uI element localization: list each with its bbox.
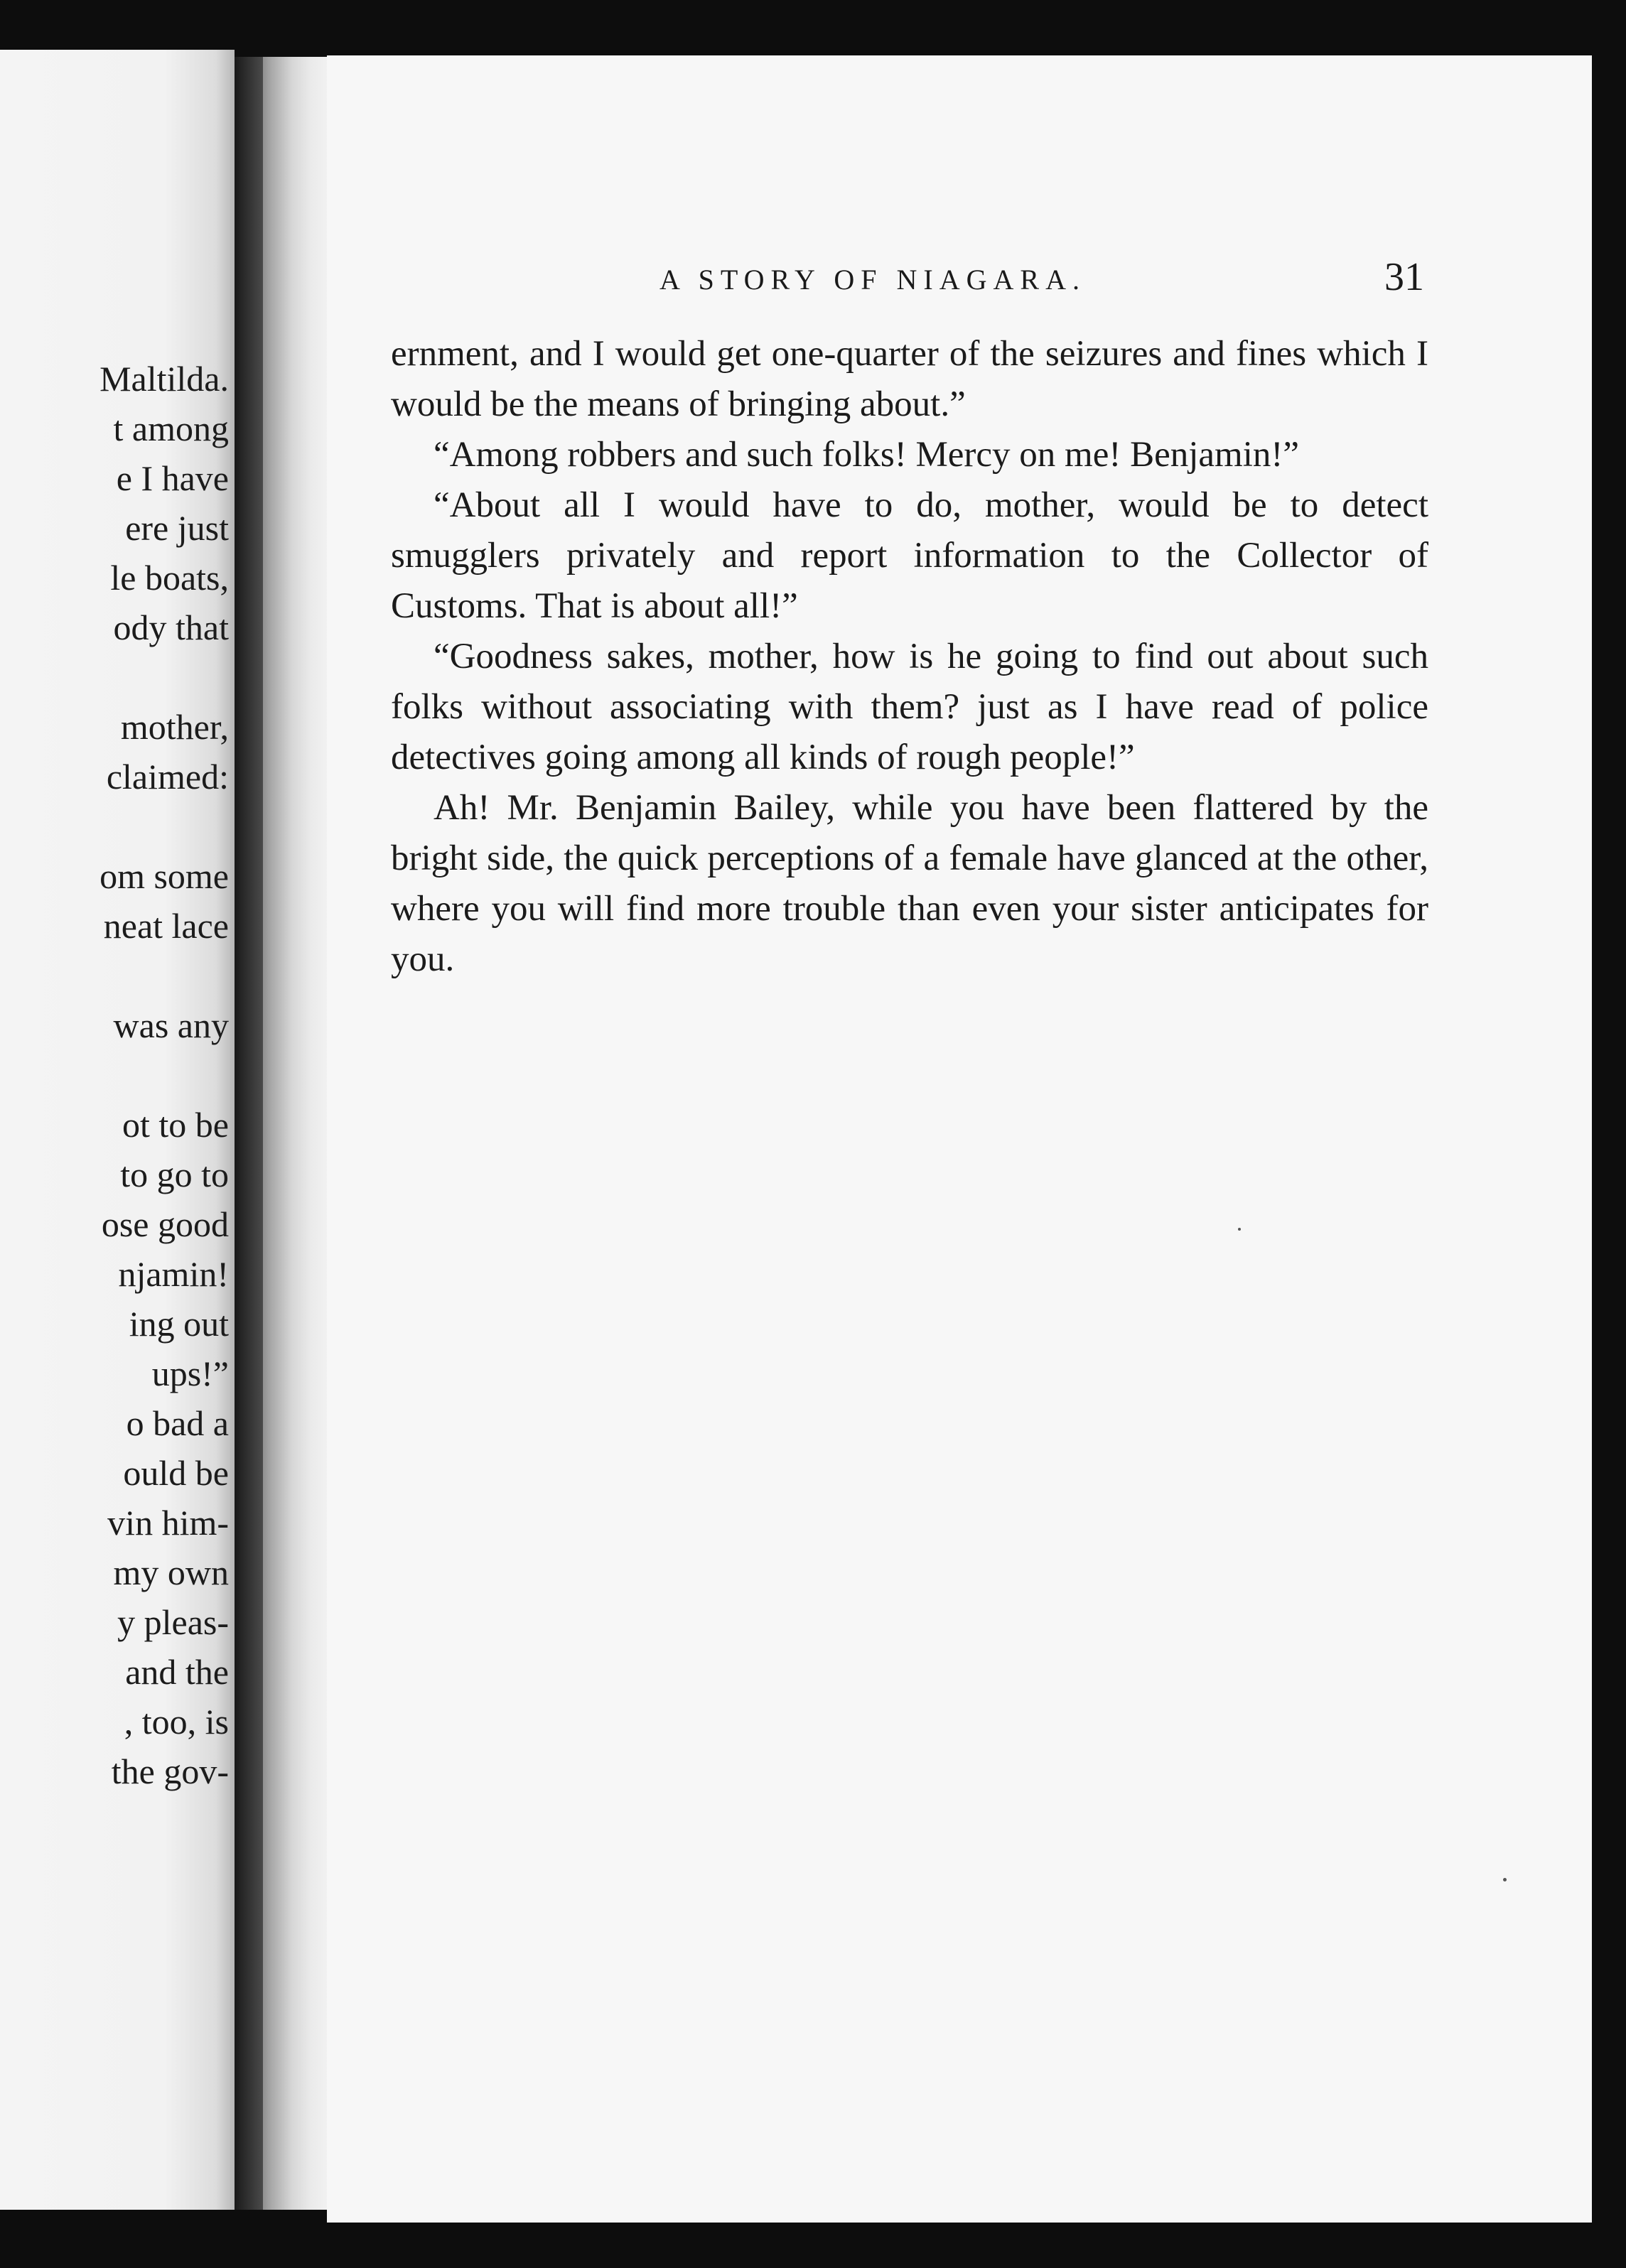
left-page-line: o bad a bbox=[126, 1403, 229, 1443]
paragraph: “Among robbers and such folks! Mercy on me! Benjamin!” bbox=[434, 435, 1299, 475]
scan-speck bbox=[1503, 1878, 1507, 1881]
left-page-line: ose good bbox=[101, 1204, 229, 1244]
left-page-line: njamin! bbox=[118, 1254, 229, 1294]
left-page-line: and the bbox=[125, 1652, 229, 1692]
left-page-line: to go to bbox=[120, 1155, 229, 1194]
left-page-line: ups!” bbox=[151, 1354, 229, 1393]
left-page-line: le boats, bbox=[110, 558, 229, 598]
left-page-line: the gov- bbox=[111, 1751, 229, 1791]
paragraph: “About all I would have to do, mother, would be to detect smugglers privately and report information to the Collector of Customs. That is about all!” bbox=[391, 485, 1428, 626]
left-page-line: my own bbox=[113, 1552, 229, 1592]
running-head-title: A STORY OF NIAGARA. bbox=[659, 264, 1086, 296]
left-page-line: y pleas- bbox=[117, 1602, 229, 1642]
paragraph: Ah! Mr. Benjamin Bailey, while you have been flattered by the bright side, the quick perceptions of a female have glanced at the other, where you will find more trouble than even your sister anticipates for you. bbox=[391, 788, 1428, 979]
left-page-line: ot to be bbox=[122, 1105, 229, 1145]
left-page-line: , too, is bbox=[124, 1702, 229, 1742]
left-page-line: was any bbox=[113, 1005, 229, 1045]
paragraph: ernment, and I would get one-quarter of the seizures and fines which I would be the means of bringing about.” bbox=[391, 334, 1428, 424]
left-page bbox=[0, 50, 235, 2210]
left-page-line: ould be bbox=[123, 1453, 229, 1493]
left-page-line: Maltilda. bbox=[99, 359, 229, 399]
left-page-line: neat lace bbox=[103, 906, 229, 946]
left-page-line: e I have bbox=[116, 458, 229, 498]
body-text bbox=[391, 329, 1428, 985]
left-page-line: vin him- bbox=[107, 1503, 229, 1543]
left-page-line: om some bbox=[99, 856, 229, 896]
left-page-line: ing out bbox=[129, 1304, 229, 1344]
left-page-line: ere just bbox=[125, 508, 229, 548]
left-page-line: t among bbox=[113, 409, 229, 448]
binding-shadow bbox=[235, 57, 263, 2210]
right-page bbox=[327, 55, 1592, 2223]
page-number: 31 bbox=[1384, 255, 1424, 299]
left-page-line: ody that bbox=[113, 608, 229, 647]
left-page-line: claimed: bbox=[106, 757, 229, 796]
paragraph: “Goodness sakes, mother, how is he going to find out about such folks without associating with them? just as I have read of police detectives going among all kinds of rough people!” bbox=[391, 637, 1428, 777]
scan-speck bbox=[1238, 1228, 1241, 1231]
left-page-line: mother, bbox=[120, 707, 229, 747]
